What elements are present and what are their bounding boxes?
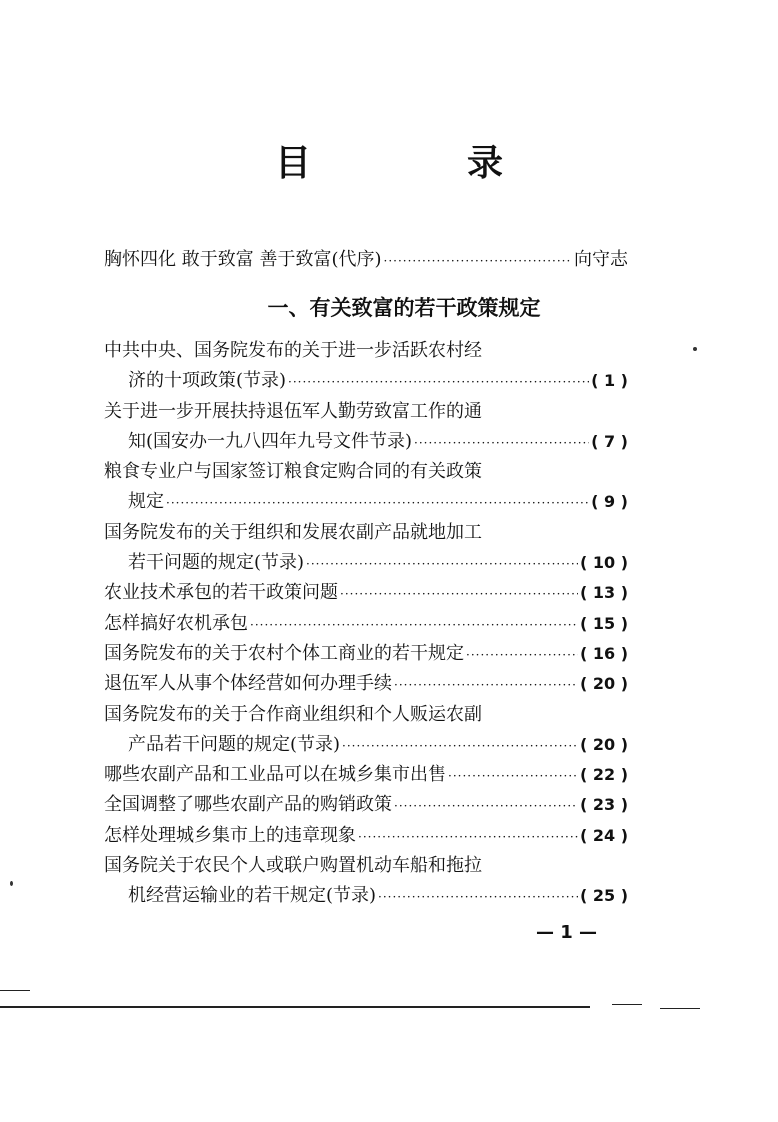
entry-title-line1: 中共中央、国务院发布的关于进一步活跃农村经 — [104, 340, 482, 361]
dot-leader — [384, 247, 573, 275]
entry-title-line2: 若干问题的规定(节录) — [128, 552, 305, 574]
preface-author: 向守志 — [574, 249, 628, 270]
entry-title-line2: 济的十项政策(节录) — [128, 370, 287, 392]
dot-leader — [448, 761, 578, 791]
table-of-contents — [104, 336, 628, 912]
toc-entry — [104, 669, 628, 699]
toc-entry — [104, 700, 628, 761]
scan-edge-line — [0, 1006, 590, 1008]
entry-title-line1: 国务院关于农民个人或联户购置机动车船和拖拉 — [104, 855, 482, 877]
entry-title-line2: 产品若干问题的规定(节录) — [128, 733, 341, 755]
dot-leader — [306, 549, 578, 579]
page-number: ( 15 ) — [579, 613, 628, 633]
toc-entry — [104, 760, 628, 790]
dot-leader — [414, 428, 589, 458]
toc-entry — [104, 457, 628, 518]
entry-title-line2: 知(国安办一九八四年九号文件节录) — [128, 430, 413, 452]
page-number: ( 13 ) — [579, 583, 628, 603]
preface-title: 胸怀四化 敢于致富 善于致富(代序) — [104, 249, 382, 270]
toc-entry — [104, 609, 628, 639]
page-number: ( 10 ) — [579, 553, 628, 573]
section-heading: 一、有关致富的若干政策规定 — [267, 296, 541, 320]
page-title: 目 录 — [274, 142, 563, 184]
page-number: ( 9 ) — [591, 492, 628, 512]
page-number: ( 22 ) — [579, 765, 628, 785]
scan-edge-line — [0, 990, 30, 991]
entry-title-line2: 机经营运输业的若干规定(节录) — [128, 885, 377, 907]
scan-edge-line — [612, 1004, 642, 1005]
page-number: ( 20 ) — [579, 674, 628, 694]
toc-entry — [104, 790, 628, 820]
entry-title: 全国调整了哪些农副产品的购销政策 — [104, 794, 392, 816]
scan-speck — [10, 881, 13, 886]
toc-entry — [104, 821, 628, 851]
scan-speck — [693, 347, 697, 351]
preface-entry — [104, 246, 628, 275]
page-number: ( 1 ) — [591, 371, 628, 391]
scan-edge-line — [660, 1008, 700, 1009]
page-number: ( 23 ) — [579, 795, 628, 815]
entry-title: 怎样处理城乡集市上的违章现象 — [104, 824, 356, 846]
toc-entry — [104, 851, 628, 912]
toc-entry — [104, 397, 628, 458]
entry-title-line1: 粮食专业户与国家签订粮食定购合同的有关政策 — [104, 461, 482, 483]
entry-title: 哪些农副产品和工业品可以在城乡集市出售 — [104, 764, 446, 786]
page-number: ( 16 ) — [579, 643, 628, 663]
entry-title-line1: 国务院发布的关于组织和发展农副产品就地加工 — [104, 521, 482, 543]
page-number: ( 7 ) — [591, 431, 628, 451]
dot-leader — [358, 822, 578, 852]
dot-leader — [250, 610, 578, 640]
page-number: ( 20 ) — [579, 734, 628, 754]
toc-entry — [104, 578, 628, 608]
page-number: ( 25 ) — [579, 886, 628, 906]
page-folio: — 1 — — [536, 922, 598, 943]
page-number: ( 24 ) — [579, 825, 628, 845]
entry-title-line1: 关于进一步开展扶持退伍军人勤劳致富工作的通 — [104, 400, 482, 422]
entry-title: 怎样搞好农机承包 — [104, 612, 248, 634]
dot-leader — [342, 731, 578, 761]
dot-leader — [340, 579, 578, 609]
dot-leader — [394, 670, 578, 700]
entry-title-line2: 规定 — [128, 491, 164, 513]
entry-title: 退伍军人从事个体经营如何办理手续 — [104, 673, 392, 695]
entry-title-line1: 国务院发布的关于合作商业组织和个人贩运农副 — [104, 703, 482, 725]
entry-title: 国务院发布的关于农村个体工商业的若干规定 — [104, 642, 464, 664]
toc-entry — [104, 518, 628, 579]
entry-title: 农业技术承包的若干政策问题 — [104, 582, 338, 604]
dot-leader — [288, 367, 589, 397]
toc-entry — [104, 639, 628, 669]
dot-leader — [394, 791, 578, 821]
dot-leader — [466, 640, 578, 670]
dot-leader — [166, 488, 589, 518]
dot-leader — [378, 882, 578, 912]
toc-entry — [104, 336, 628, 397]
